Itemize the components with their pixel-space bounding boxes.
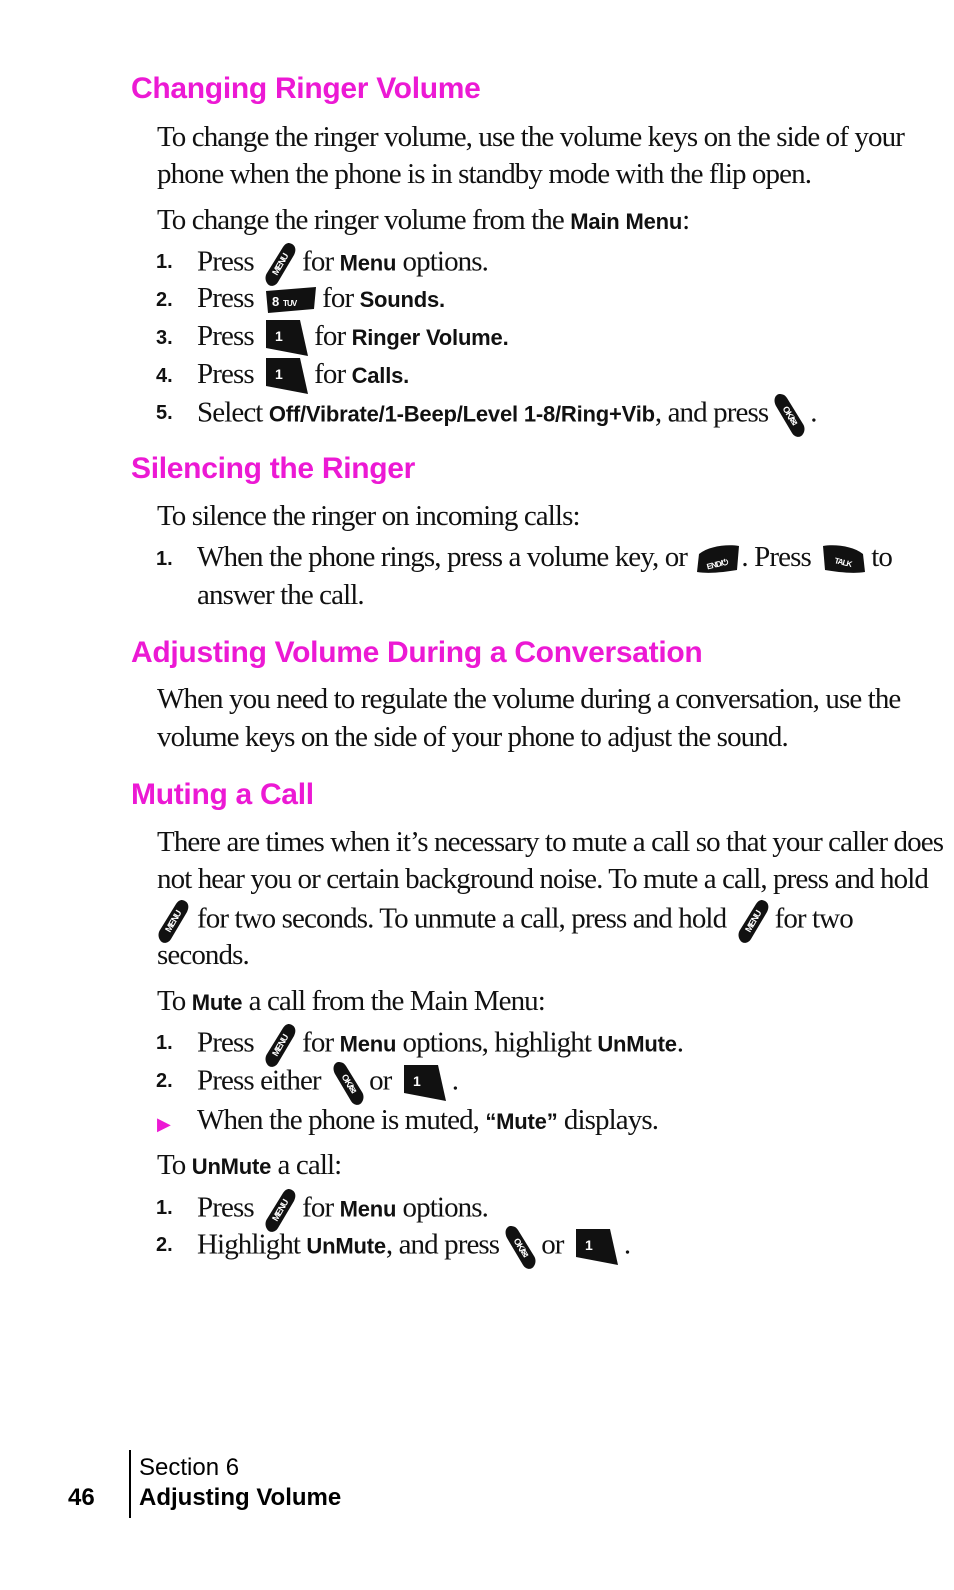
text: Press bbox=[197, 1191, 254, 1224]
text: options. bbox=[396, 245, 489, 278]
text: Press bbox=[197, 358, 254, 390]
ok-key-icon bbox=[503, 1224, 537, 1270]
text: To bbox=[157, 1149, 192, 1181]
term-ringer-options: Off/Vibrate/1-Beep/Level 1-8/Ring+Vib bbox=[268, 401, 655, 427]
step-number: 1. bbox=[156, 1197, 173, 1219]
paragraph-line: To silence the ringer on incoming calls: bbox=[157, 500, 580, 532]
term-sounds: Sounds. bbox=[359, 287, 445, 312]
one-key-icon bbox=[264, 356, 310, 396]
heading-adjusting-volume: Adjusting Volume During a Conversation bbox=[131, 636, 703, 669]
term-unmute: UnMute bbox=[597, 1031, 677, 1057]
text: for two bbox=[774, 902, 853, 935]
text: , and press bbox=[385, 1228, 500, 1261]
step-number: 1. bbox=[156, 1032, 173, 1054]
text: options, highlight bbox=[396, 1026, 598, 1059]
ok-key-icon bbox=[331, 1060, 365, 1106]
text: displays. bbox=[557, 1104, 659, 1136]
step-number: 2. bbox=[156, 1070, 173, 1092]
text: or bbox=[541, 1228, 564, 1261]
main-menu-intro bbox=[157, 201, 689, 241]
step-number: 4. bbox=[156, 365, 173, 387]
step-number: 2. bbox=[156, 289, 173, 311]
text: Select bbox=[197, 396, 269, 429]
text: When the phone rings, press a volume key, or bbox=[197, 541, 688, 573]
term-menu: Menu bbox=[339, 1031, 397, 1057]
eight-tuv-key-icon bbox=[264, 285, 318, 315]
text: Press either bbox=[197, 1064, 321, 1097]
step-number: 5. bbox=[156, 402, 173, 424]
text: Highlight bbox=[197, 1228, 307, 1261]
term-ringer-volume: Ringer Volume. bbox=[351, 325, 509, 350]
footer-section: Section 6 bbox=[139, 1454, 240, 1481]
term-menu: Menu bbox=[339, 250, 397, 276]
one-key-icon bbox=[264, 318, 310, 358]
text: When the phone is muted, bbox=[197, 1104, 486, 1136]
text: for bbox=[322, 282, 360, 314]
footer-title: Adjusting Volume bbox=[139, 1484, 342, 1511]
term-unmute: UnMute bbox=[306, 1233, 386, 1259]
paragraph-line: When you need to regulate the volume during a conversation, use the bbox=[157, 683, 901, 715]
term-mute-quoted: “Mute” bbox=[485, 1109, 558, 1134]
bullet-arrow-icon: ▶ bbox=[157, 1114, 171, 1135]
text: for bbox=[302, 245, 340, 278]
heading-changing-ringer-volume: Changing Ringer Volume bbox=[131, 72, 481, 105]
paragraph-line: volume keys on the side of your phone to adjust the sound. bbox=[157, 721, 788, 753]
paragraph-line: seconds. bbox=[157, 939, 249, 971]
mute-bullet bbox=[197, 1101, 658, 1141]
ringer-step-4 bbox=[197, 355, 409, 396]
text: Press bbox=[197, 245, 254, 278]
paragraph-line bbox=[157, 898, 853, 944]
text: . bbox=[623, 1228, 631, 1261]
page-number: 46 bbox=[68, 1484, 95, 1511]
paragraph-line: There are times when it’s necessary to mute a call so that your caller does bbox=[157, 826, 944, 858]
text: to bbox=[871, 541, 892, 573]
ringer-step-3 bbox=[197, 317, 509, 358]
ok-key-icon bbox=[772, 392, 806, 438]
text: for bbox=[302, 1191, 340, 1224]
heading-silencing-the-ringer: Silencing the Ringer bbox=[131, 452, 416, 485]
text: for bbox=[302, 1026, 340, 1059]
paragraph-line: not hear you or certain background noise. To mute a call, press and hold bbox=[157, 863, 928, 895]
text: options. bbox=[396, 1191, 489, 1224]
step-number: 1. bbox=[156, 251, 173, 273]
text: To change the ringer volume from the bbox=[157, 204, 571, 236]
mute-step-2 bbox=[197, 1060, 458, 1106]
text: Press bbox=[197, 282, 254, 314]
mute-intro bbox=[157, 982, 545, 1022]
text: for bbox=[314, 358, 352, 390]
text: a call from the Main Menu: bbox=[242, 985, 545, 1017]
text: Press bbox=[197, 320, 254, 352]
text: for bbox=[314, 320, 352, 352]
ringer-step-2 bbox=[197, 279, 445, 319]
text: . bbox=[810, 396, 817, 429]
ringer-step-5 bbox=[197, 392, 817, 438]
one-key-icon bbox=[574, 1227, 620, 1267]
text: To bbox=[157, 985, 192, 1017]
step-number: 1. bbox=[156, 548, 173, 570]
text: or bbox=[369, 1064, 392, 1097]
text: a call: bbox=[271, 1149, 342, 1181]
one-key-icon bbox=[402, 1063, 448, 1103]
term-calls: Calls. bbox=[351, 363, 410, 388]
term-menu: Menu bbox=[339, 1196, 397, 1222]
footer-divider bbox=[129, 1450, 131, 1518]
term-unmute: UnMute bbox=[191, 1154, 272, 1179]
heading-muting-a-call: Muting a Call bbox=[131, 778, 314, 811]
menu-key-icon bbox=[737, 898, 771, 944]
text: . bbox=[676, 1026, 684, 1059]
text: . bbox=[451, 1064, 459, 1097]
silencing-step-1 bbox=[197, 538, 892, 576]
paragraph-line: To change the ringer volume, use the volume keys on the side of your bbox=[157, 121, 904, 153]
unmute-intro bbox=[157, 1146, 341, 1186]
unmute-step-2 bbox=[197, 1224, 630, 1270]
step-number: 3. bbox=[156, 327, 173, 349]
end-key-icon bbox=[695, 542, 741, 576]
text: for two seconds. To unmute a call, press and hold bbox=[197, 902, 727, 935]
text: , and press bbox=[654, 396, 769, 429]
term-mute: Mute bbox=[191, 990, 243, 1015]
talk-key-icon bbox=[821, 542, 867, 576]
paragraph-line: phone when the phone is in standby mode with the flip open. bbox=[157, 158, 812, 190]
step-number: 2. bbox=[156, 1234, 173, 1256]
text: . Press bbox=[741, 541, 811, 573]
term-main-menu: Main Menu bbox=[570, 209, 683, 234]
text: Press bbox=[197, 1026, 254, 1059]
silencing-step-1-continued: answer the call. bbox=[197, 579, 364, 611]
text: : bbox=[682, 204, 690, 236]
